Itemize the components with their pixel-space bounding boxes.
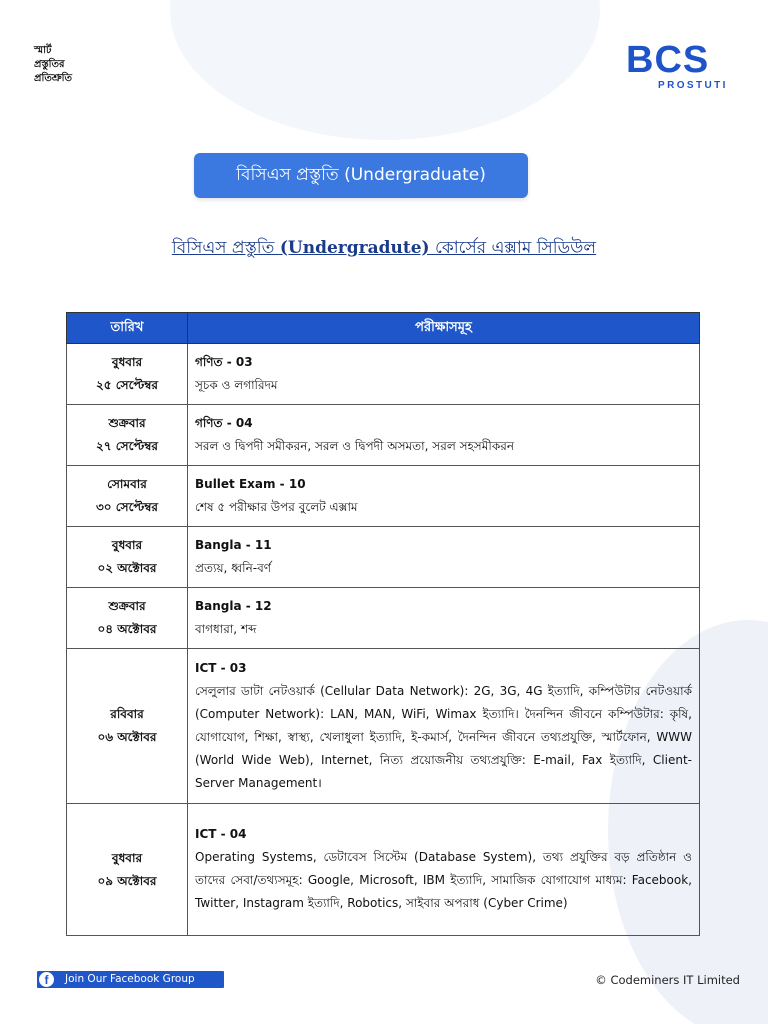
logo-mark: BCS [626,39,710,81]
exam-cell [188,466,700,527]
date-cell [67,649,188,804]
column-header-exams: পরীক্ষাসমূহ [188,313,700,344]
course-title-badge: বিসিএস প্রস্তুতি (Undergraduate) [194,153,528,198]
exam-topics: Operating Systems, ডেটাবেস সিস্টেম (Database System), তথ্য প্রযুক্তির বড় প্রতিষ্ঠান ও তাদের সেবা/তথ্যসমূহ: Google, Microsoft, IBM ইত্যাদি, সামাজিক যোগাযোগ মাধ্যম: Facebook, Twitter, Instagram ইত্যাদি, Robotics, সাইবার অপরাধ (Cyber Crime) [195,850,692,910]
date-label: ২৫ সেপ্টেম্বর [96,378,158,392]
exam-title: Bullet Exam - 10 [195,476,306,491]
column-header-date: তারিখ [67,313,188,344]
table-row [67,344,700,405]
brand-tagline [34,44,72,86]
table-row [67,466,700,527]
heading-bold: (Undergradute) [279,238,430,258]
day-label: সোমবার [107,477,147,491]
facebook-group-label: Join Our Facebook Group [65,973,195,985]
exam-topics: প্রত্যয়, ধ্বনি-বর্ণ [195,560,272,575]
exam-cell [188,804,700,936]
exam-title: ICT - 04 [195,827,247,841]
date-label: ০৯ অক্টোবর [97,873,157,888]
date-label: ০৬ অক্টোবর [97,730,157,744]
exam-title: গণিত - 03 [195,354,253,369]
day-label: শুক্রবার [108,416,146,430]
exam-title: ICT - 03 [195,660,247,675]
exam-cell [188,527,700,588]
exam-topics: শেষ ৫ পরীক্ষার উপর বুলেট এক্সাম [195,499,358,514]
logo-subtitle: PROSTUTI [658,80,728,91]
table-row [67,649,700,804]
exam-topics: সূচক ও লগারিদম [195,377,278,392]
day-label: বুধবার [111,355,143,369]
table-header-row [67,313,700,344]
bcs-prostuti-logo [626,40,736,96]
day-label: রবিবার [110,707,144,721]
exam-cell [188,588,700,649]
exam-title: গণিত - 04 [195,415,253,430]
day-label: বুধবার [111,850,143,865]
date-cell [67,405,188,466]
date-label: ৩০ সেপ্টেম্বর [95,500,158,514]
tagline-line: প্রস্তুতির [34,59,65,70]
schedule-heading [0,235,768,263]
date-label: ২৭ সেপ্টেম্বর [95,439,158,453]
exam-cell [188,344,700,405]
date-label: ০২ অক্টোবর [97,561,157,575]
exam-topics: সরল ও দ্বিপদী সমীকরন, সরল ও দ্বিপদী অসমতা, সরল সহসমীকরন [195,438,514,453]
exam-title: Bangla - 11 [195,537,272,552]
facebook-icon: f [39,972,54,987]
tagline-line: প্রতিশ্রুতি [34,73,73,84]
day-label: বুধবার [111,538,143,552]
date-cell [67,804,188,936]
exam-schedule-table [66,312,700,936]
exam-cell [188,649,700,804]
exam-topics: বাগধারা, শব্দ [195,621,257,636]
date-cell [67,466,188,527]
exam-topics: সেলুলার ডাটা নেটওয়ার্ক (Cellular Data Network): 2G, 3G, 4G ইত্যাদি, কম্পিউটার নেটওয়ার্ক (Computer Network): LAN, MAN, WiFi, Wimax ইত্যাদি। দৈনন্দিন জীবনে কম্পিউটার: কৃষি, যোগাযোগ, শিক্ষা, স্বাস্থ্য, খেলাধুলা ইত্যাদি, ই-কমার্স, দৈনন্দিন জীবনে তথ্যপ্রযুক্তি, স্মার্টফোন, WWW (World Wide Web), Internet, নিত্য প্রয়োজনীয় তথ্যপ্রযুক্তি: E-mail, Fax ইত্যাদি, Client-Server Management। [195,683,692,790]
tagline-line: স্মার্ট [34,45,52,56]
background-blob-top [170,0,600,140]
copyright-notice: © Codeminers IT Limited [595,973,740,987]
date-cell [67,344,188,405]
table-row [67,405,700,466]
heading-prefix: বিসিএস প্রস্তুতি [171,238,280,258]
table-row [67,804,700,936]
day-label: শুক্রবার [108,599,146,613]
schedule-heading-text [172,238,596,258]
exam-cell [188,405,700,466]
table-row [67,527,700,588]
date-cell [67,588,188,649]
date-label: ০৪ অক্টোবর [97,622,157,636]
exam-title: Bangla - 12 [195,598,272,613]
facebook-group-link[interactable] [37,971,224,988]
table-row [67,588,700,649]
date-cell [67,527,188,588]
heading-suffix: কোর্সের এক্সাম সিডিউল [429,238,597,258]
